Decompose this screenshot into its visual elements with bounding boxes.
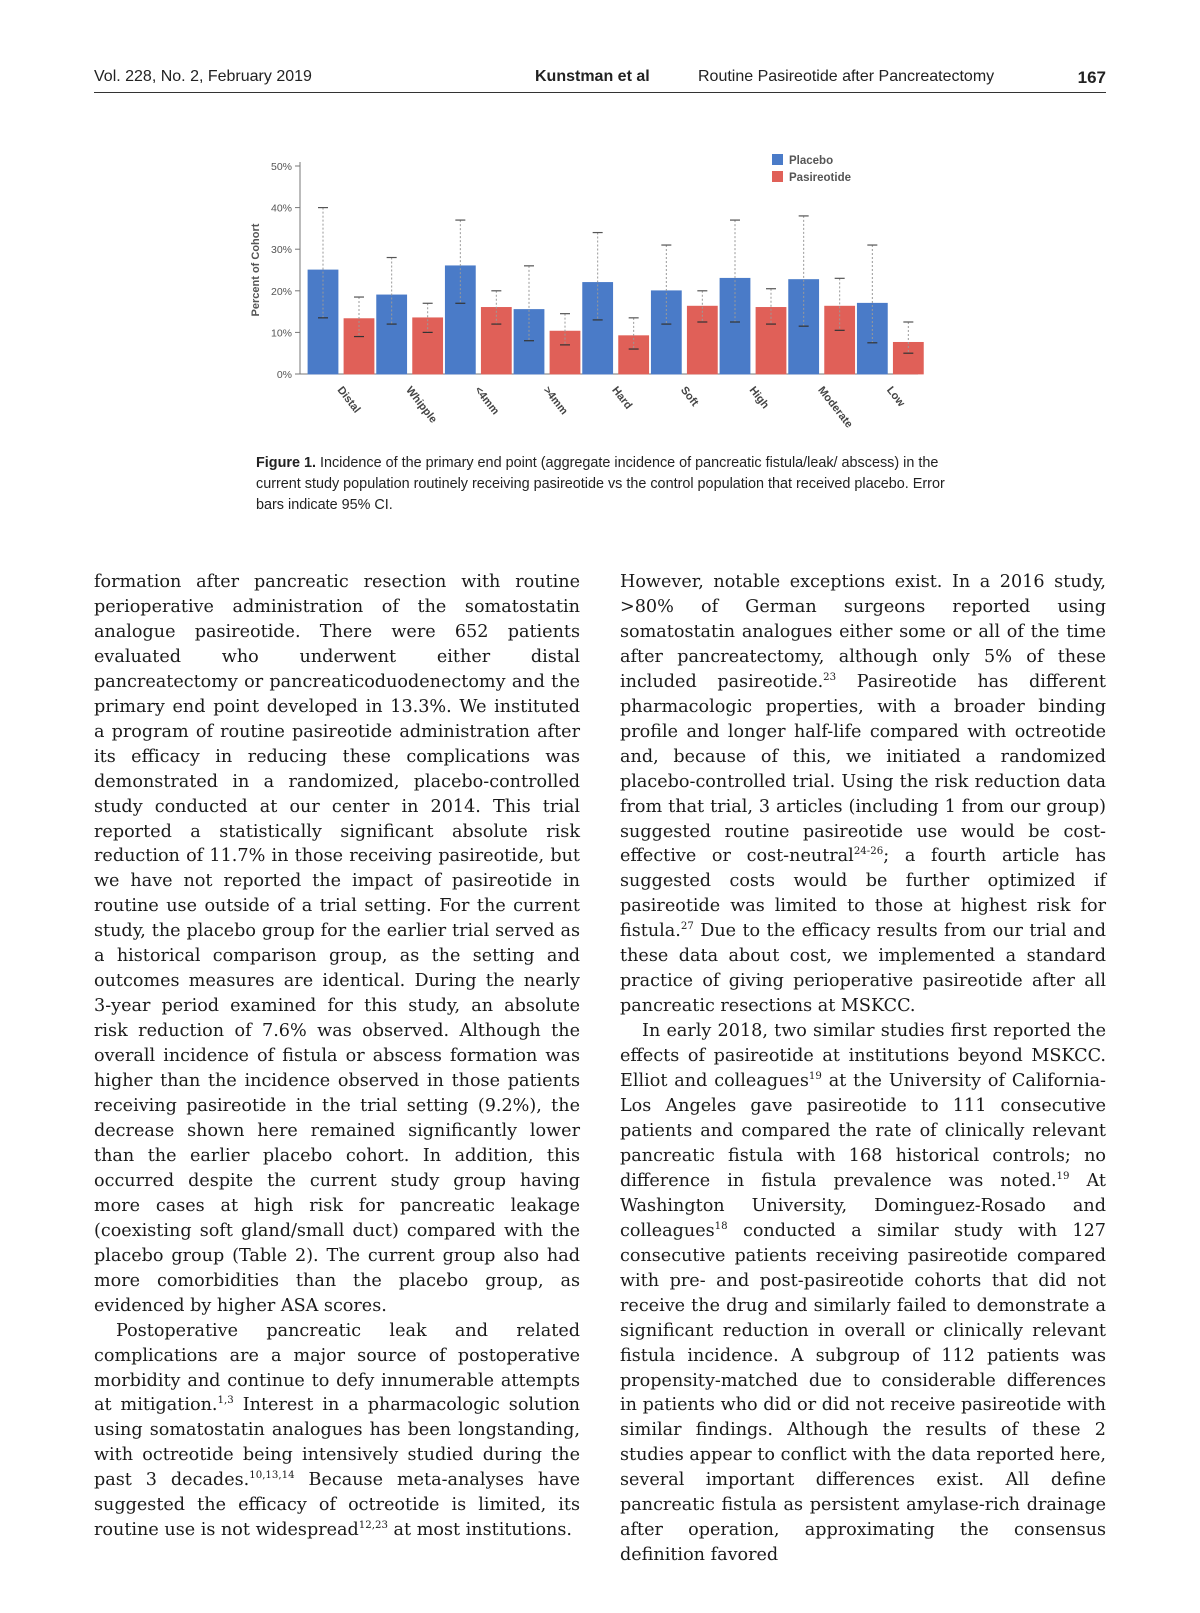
paragraph: Postoperative pancreatic leak and related complications are a major source of postoperative morbidity and continue to defy innumerable attempts at mitigation.$^{1,3}$ Interest in a pharmacologic solution using somatostatin analogues has been longstanding, with octreotide being intensively studied during the past 3 decades.$^{10,13,14}$ Because meta-analyses have suggested the efficacy of octreotide is limited, its routine use is not widespread$^{12,23}$ at most institutions. [94,1320,581,1541]
running-header [94,64,1106,93]
journal-volume: Vol. 228, No. 2, February 2019 [94,68,312,85]
paragraph: formation after pancreatic resection with routine perioperative administration of the somatostatin analogue pasireotide. There were 652 patients evaluated who underwent either distal pancreatectomy or pancreaticoduodenectomy and the primary end point developed in 13.3%. We instituted a program of routine pasireotide administration after its efficacy in reducing these complications was demonstrated in a randomized, placebo-controlled study conducted at our center in 2014. This trial reported a statistically significant absolute risk reduction of 11.7% in those receiving pasireotide, but we have not reported the impact of pasireotide in routine use outside of a trial setting. For the current study, the placebo group for the earlier trial served as a historical comparison group, as the setting and outcomes measures are identical. During the nearly 3-year period examined for this study, an absolute risk reduction of 7.6% was observed. Although the overall incidence of fistula or abscess formation was higher than the incidence observed in those patients receiving pasireotide in the trial setting (9.2%), the decrease shown here remained significantly lower than the earlier placebo cohort. In addition, this occurred despite the current study group having more cases at high risk for pancreatic leakage (coexisting soft gland/small duct) compared with the placebo group (Table 2). The current group also had more comorbidities than the placebo group, as evidenced by higher ASA scores. [94,572,580,1316]
citation-ref: 19 [808,1071,822,1083]
x-tick-label: >4mm [540,384,570,418]
y-tick-label: 10% [270,327,292,340]
paragraph: In early 2018, two similar studies first reported the effects of pasireotide at institutions beyond MSKCC. Elliot and colleagues$^{19}$ at the University of California-Los Angeles gave pasireotide to 111 consecutive patients and compared the rate of clinically relevant pancreatic fistula with 168 historical controls; no difference in fistula prevalence was noted.$^{19}$ At Washington University, Dominguez-Rosado and colleagues$^{18}$ conducted a similar study with 127 consecutive patients receiving pasireotide compared with pre- and post-pasireotide cohorts that did not receive the drug and similarly failed to demonstrate a significant reduction in overall or clinically relevant fistula incidence. A subgroup of 112 patients was propensity-matched due to considerable differences in patients who did or did not receive pasireotide with similar findings. Although the results of these 2 studies appear to conflict with the data reported here, several important differences exist. All define pancreatic fistula as persistent amylase-rich drainage after operation, approximating the consensus definition favored [620,1021,1106,1566]
x-tick-label: Soft [677,384,701,409]
x-tick-label: High [746,384,772,412]
figure-caption-text: Incidence of the primary end point (aggregate incidence of pancreatic fistula/leak/ abscess) in the current study population routinely receiving pasireotide vs the control population that received placebo. Error bars indicate 95% CI. [256,455,945,513]
y-axis-label: Percent of Cohort [250,223,262,317]
bar-pasireotide [619,336,649,374]
x-tick-label: Whipple [403,384,440,426]
x-tick-label: <4mm [471,384,502,418]
citation-ref: 19 [1056,1171,1070,1183]
citation-ref: 12,23 [358,1520,388,1532]
bar-pasireotide [825,306,855,374]
legend-label-pasireotide: Pasireotide [789,172,851,184]
figure-label: Figure 1. [256,455,316,471]
y-tick-label: 50% [270,161,292,173]
bar-pasireotide [481,307,511,374]
citation-ref: 18 [714,1220,728,1232]
x-tick-label: Low [883,384,907,410]
bar-placebo [651,291,681,374]
legend-label-placebo: Placebo [789,155,834,167]
citation-ref: 1,3 [217,1395,234,1407]
figure-caption [256,453,956,516]
y-tick-label: 30% [270,244,292,257]
body-column-right [620,570,1106,1568]
citation-ref: 10,13,14 [249,1470,295,1482]
x-tick-label: Moderate [815,384,855,431]
citation-ref: 24-26 [853,846,884,858]
bar-pasireotide [550,331,580,374]
y-tick-label: 0% [276,369,292,381]
y-tick-label: 20% [270,285,292,298]
bar-placebo [583,282,613,374]
running-title: Routine Pasireotide after Pancreatectomy [698,68,995,85]
legend-swatch-placebo [772,154,783,165]
body-column-left [94,570,580,1543]
x-tick-label: Hard [609,384,635,412]
citation-ref: 27 [680,921,694,933]
citation-ref: 23 [823,671,837,683]
paragraph: However, notable exceptions exist. In a 2016 study, >80% of German surgeons reported using somatostatin analogues either some or all of the time after pancreatectomy, although only 5% of these included pasireotide.$^{23}$ Pasireotide has different pharmacologic properties, with a broader binding profile and longer half-life compared with octreotide and, because of this, we initiated a randomized placebo-controlled trial. Using the risk reduction data from that trial, 3 articles (including 1 from our group) suggested routine pasireotide use would be cost-effective or cost-neutral$^{24-26}$; a fourth article has suggested costs would be further optimized if pasireotide was limited to those at highest risk for fistula.$^{27}$ Due to the efficacy results from our trial and these data about cost, we implemented a standard practice of giving perioperative pasireotide after all pancreatic resections at MSKCC. [620,572,1107,1017]
page-number: 167 [1077,68,1106,87]
bar-chart [240,140,960,450]
running-authors: Kunstman et al [535,68,650,85]
legend-swatch-pasireotide [772,171,783,182]
bar-pasireotide [413,318,443,374]
x-tick-label: Distal [334,384,363,416]
y-tick-label: 40% [270,202,292,215]
figure-1-chart [240,140,960,450]
